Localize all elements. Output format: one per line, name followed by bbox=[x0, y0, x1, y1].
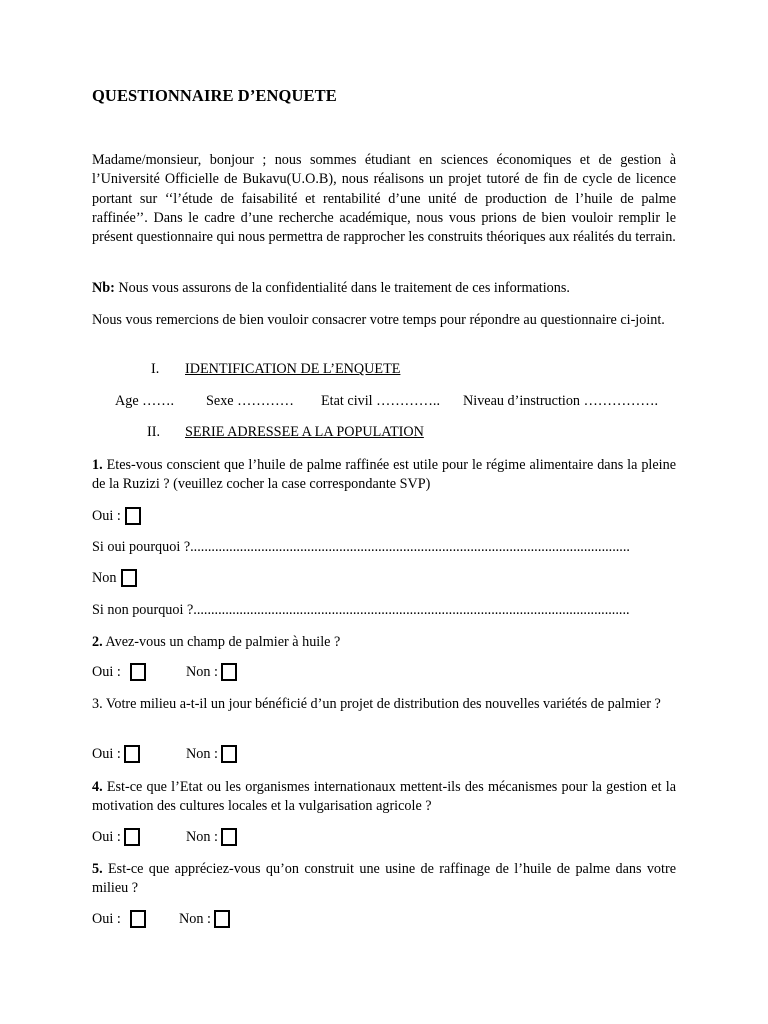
section-1-number: I. bbox=[151, 361, 160, 377]
question-2-text: Avez-vous un champ de palmier à huile ? bbox=[102, 634, 341, 650]
q2-oui-option bbox=[92, 664, 146, 682]
oui-label: Oui : bbox=[92, 664, 121, 681]
non-label: Non : bbox=[186, 664, 218, 681]
oui-label: Oui : bbox=[92, 911, 121, 928]
nb-paragraph bbox=[92, 279, 676, 298]
question-5 bbox=[92, 860, 676, 899]
section-2-number: II. bbox=[147, 424, 160, 440]
q5-oui-option bbox=[92, 911, 146, 929]
question-4 bbox=[92, 778, 676, 817]
etat-civil-field[interactable]: Etat civil ………….. bbox=[321, 393, 441, 409]
section-1-title: IDENTIFICATION DE L’ENQUETE bbox=[185, 361, 401, 377]
q3-oui-checkbox[interactable] bbox=[124, 745, 140, 763]
sexe-field[interactable]: Sexe ………… bbox=[206, 393, 294, 409]
section-1-heading bbox=[151, 361, 401, 378]
page-title: QUESTIONNAIRE D’ENQUETE bbox=[92, 86, 337, 105]
question-1 bbox=[92, 456, 676, 495]
q4-non-checkbox[interactable] bbox=[221, 828, 237, 846]
q1-oui-checkbox[interactable] bbox=[125, 507, 141, 525]
q1-non-option bbox=[92, 570, 137, 588]
q5-non-option bbox=[179, 911, 230, 929]
q4-non-option bbox=[186, 829, 237, 847]
question-2 bbox=[92, 633, 676, 652]
oui-label: Oui : bbox=[92, 829, 121, 846]
q3-oui-option bbox=[92, 746, 140, 764]
non-label: Non : bbox=[186, 829, 218, 846]
non-label: Non : bbox=[179, 911, 211, 928]
question-4-text: Est-ce que l’Etat ou les organismes internationaux mettent-ils des mécanismes pour la gestion et la motivation des cultures locales et la vulgarisation agricole ? bbox=[92, 779, 676, 815]
question-5-text: Est-ce que appréciez-vous qu’on construit une usine de raffinage de l’huile de palme dans votre milieu ? bbox=[92, 861, 676, 897]
q2-non-checkbox[interactable] bbox=[221, 663, 237, 681]
question-1-text: Etes-vous conscient que l’huile de palme raffinée est utile pour le régime alimentaire dans la pleine de la Ruzizi ? (veuillez cocher la case correspondante SVP) bbox=[92, 457, 676, 493]
oui-label: Oui : bbox=[92, 508, 121, 525]
q5-oui-checkbox[interactable] bbox=[130, 910, 146, 928]
q3-non-option bbox=[186, 746, 237, 764]
identification-fields bbox=[115, 393, 174, 410]
age-field[interactable]: Age ……. bbox=[115, 393, 175, 409]
non-label: Non : bbox=[186, 746, 218, 763]
q3-non-checkbox[interactable] bbox=[221, 745, 237, 763]
niveau-instruction-field[interactable]: Niveau d’instruction ……………. bbox=[463, 393, 659, 409]
question-3: 3. Votre milieu a-t-il un jour bénéficié d’un projet de distribution des nouvelles variétés de palmier ? bbox=[92, 696, 661, 712]
intro-paragraph: Madame/monsieur, bonjour ; nous sommes étudiant en sciences économiques et de gestion à l’Université Officielle de Bukavu(U.O.B), nous réalisons un projet tutoré de fin de cycle de licence portant sur ‘‘l’étude de faisabilité et rentabilité d’une unité de production de l’huile de palme raffinée’’. Dans le cadre d’une recherche académique, nous vous prions de bien vouloir remplir le présent questionnaire qui nous permettra de rapprocher les construits théoriques aux réalités du terrain. bbox=[92, 152, 676, 246]
nb-text: Nous vous assurons de la confidentialité dans le traitement de ces informations. bbox=[114, 280, 570, 296]
section-2-heading bbox=[147, 424, 424, 441]
question-2-number: 2. bbox=[92, 634, 103, 650]
si-non-pourquoi-line[interactable]: Si non pourquoi ?........................................................................................................................... bbox=[92, 602, 630, 618]
non-label: Non : bbox=[92, 570, 124, 587]
q2-non-option bbox=[186, 664, 237, 682]
si-oui-pourquoi-line[interactable]: Si oui pourquoi ?............................................................................................................................ bbox=[92, 539, 630, 555]
section-2-title: SERIE ADRESSEE A LA POPULATION bbox=[185, 424, 424, 440]
q5-non-checkbox[interactable] bbox=[214, 910, 230, 928]
q1-non-checkbox[interactable] bbox=[121, 569, 137, 587]
question-4-number: 4. bbox=[92, 779, 103, 795]
oui-label: Oui : bbox=[92, 746, 121, 763]
nb-label: Nb: bbox=[92, 280, 115, 296]
question-5-number: 5. bbox=[92, 861, 103, 877]
thanks-paragraph: Nous vous remercions de bien vouloir consacrer votre temps pour répondre au questionnaire ci-joint. bbox=[92, 312, 665, 328]
question-1-number: 1. bbox=[92, 457, 103, 473]
q1-oui-option bbox=[92, 508, 141, 526]
q2-oui-checkbox[interactable] bbox=[130, 663, 146, 681]
q4-oui-option bbox=[92, 829, 140, 847]
q4-oui-checkbox[interactable] bbox=[124, 828, 140, 846]
